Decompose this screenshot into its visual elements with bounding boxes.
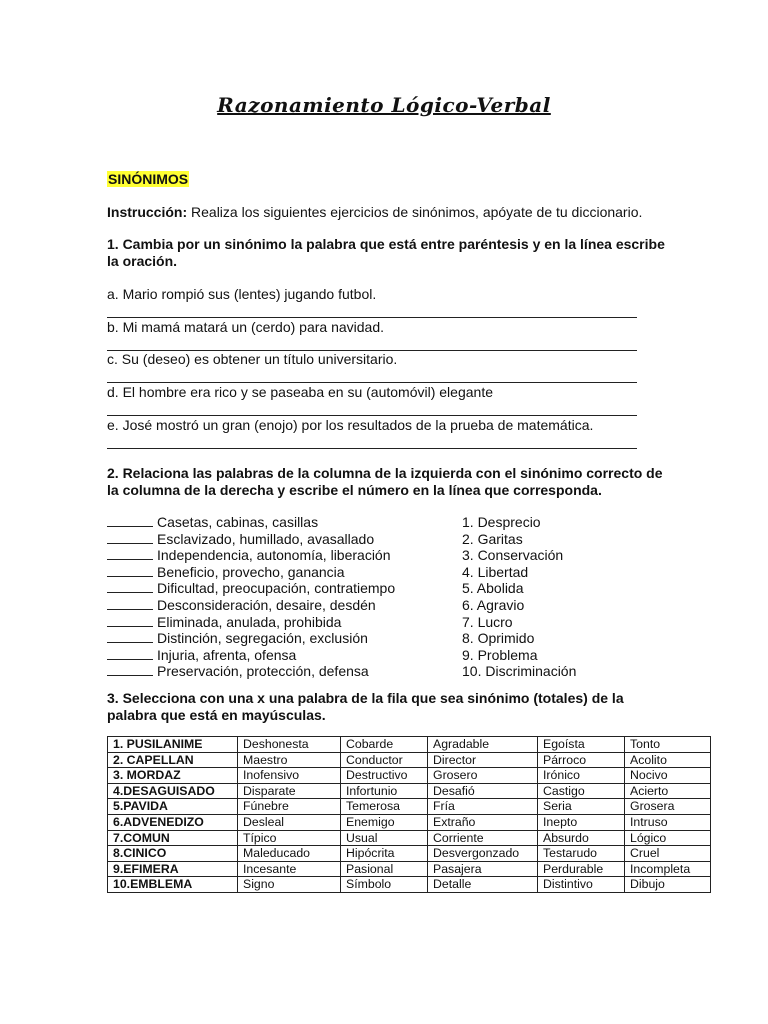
question-3-heading: 3. Selecciona con una x una palabra de la fila que sea sinónimo (totales) de la palabra que está en mayúsculas. [107,690,624,723]
target-word-cell: 4.DESAGUISADO [108,783,238,799]
match-row [107,597,395,614]
answer-line[interactable] [107,448,637,449]
instruction-text: Realiza los siguientes ejercicios de sinónimos, apóyate de tu diccionario. [187,204,643,220]
question-1-heading: 1. Cambia por un sinónimo la palabra que está entre paréntesis y en la línea escribe la oración. [107,236,665,269]
target-word-cell: 3. MORDAZ [108,768,238,784]
synonym-option-cell[interactable]: Grosero [428,768,538,784]
q1-item-b: b. Mi mamá matará un (cerdo) para navidad. [107,319,385,335]
synonym-option-cell[interactable]: Perdurable [538,861,625,877]
synonym-row [108,877,711,893]
match-answer-blank[interactable] [107,598,153,610]
match-row [107,630,395,647]
synonym-row [108,768,711,784]
synonym-option-cell[interactable]: Desafió [428,783,538,799]
answer-line[interactable] [107,382,637,383]
match-row [107,663,395,680]
synonym-option-cell[interactable]: Fúnebre [238,799,341,815]
question-2-heading: 2. Relaciona las palabras de la columna de la izquierda con el sinónimo correcto de la columna de la derecha y escribe el número en la línea que corresponda. [107,465,663,498]
synonym-option-cell[interactable]: Conductor [341,752,428,768]
synonym-row [108,846,711,862]
target-word-cell: 5.PAVIDA [108,799,238,815]
target-word-cell: 6.ADVENEDIZO [108,814,238,830]
answer-line[interactable] [107,317,637,318]
target-word-cell: 7.COMUN [108,830,238,846]
synonym-option-cell[interactable]: Desleal [238,814,341,830]
synonym-table-body [108,737,711,893]
synonym-option-cell[interactable]: Corriente [428,830,538,846]
synonym-option-cell[interactable]: Típico [238,830,341,846]
match-left-text: Distinción, segregación, exclusión [157,630,368,647]
q1-item-a: a. Mario rompió sus (lentes) jugando futbol. [107,286,377,302]
match-option: 3. Conservación [462,547,564,564]
match-row [107,514,395,531]
synonym-option-cell[interactable]: Infortunio [341,783,428,799]
synonym-option-cell[interactable]: Maestro [238,752,341,768]
synonym-option-cell[interactable]: Símbolo [341,877,428,893]
synonym-option-cell[interactable]: Absurdo [538,830,625,846]
synonym-option-cell[interactable]: Inepto [538,814,625,830]
match-left-text: Casetas, cabinas, casillas [157,514,319,530]
match-option: 6. Agravio [462,596,525,613]
q1-item-d: d. El hombre era rico y se paseaba en su (automóvil) elegante [107,384,493,400]
synonym-option-cell[interactable]: Incesante [238,861,341,877]
match-answer-blank[interactable] [107,581,153,593]
target-word-cell: 1. PUSILANIME [108,737,238,753]
synonym-option-cell[interactable]: Seria [538,799,625,815]
match-row [107,647,395,664]
synonym-option-cell[interactable]: Distintivo [538,877,625,893]
synonym-row [108,830,711,846]
match-left-text: Eliminada, anulada, prohibida [157,613,342,630]
match-option: 5. Abolida [462,580,524,597]
match-answer-blank[interactable] [107,532,153,544]
synonym-option-cell[interactable]: Acolito [625,752,711,768]
synonym-option-cell[interactable]: Signo [238,877,341,893]
synonym-option-cell[interactable]: Hipócrita [341,846,428,862]
match-option: 7. Lucro [462,613,513,630]
match-option: 10. Discriminación [462,663,577,680]
match-left-text: Beneficio, provecho, ganancia [157,563,345,580]
synonym-option-cell[interactable]: Egoísta [538,737,625,753]
match-option: 2. Garitas [462,530,523,547]
q1-item-c: c. Su (deseo) es obtener un título universitario. [107,351,398,367]
match-left-text: Independencia, autonomía, liberación [157,547,391,564]
synonym-option-cell[interactable]: Fría [428,799,538,815]
synonym-option-cell[interactable]: Cobarde [341,737,428,753]
synonym-row [108,783,711,799]
synonym-option-cell[interactable]: Acierto [625,783,711,799]
synonym-option-cell[interactable]: Castigo [538,783,625,799]
synonym-option-cell[interactable]: Director [428,752,538,768]
match-row [107,564,395,581]
match-left-text: Injuria, afrenta, ofensa [157,646,297,663]
answer-line[interactable] [107,415,637,416]
synonym-option-cell[interactable]: Cruel [625,846,711,862]
match-option: 8. Oprimido [462,630,535,647]
match-answer-blank[interactable] [107,548,153,560]
match-answer-blank[interactable] [107,664,153,676]
match-left-column [107,514,395,680]
match-answer-blank[interactable] [107,631,153,643]
match-row [107,547,395,564]
match-left-text: Desconsideración, desaire, desdén [157,596,376,613]
q1-item-e: e. José mostró un gran (enojo) por los resultados de la prueba de matemática. [107,417,594,433]
synonym-option-cell[interactable]: Extraño [428,814,538,830]
match-left-text: Preservación, protección, defensa [157,663,369,680]
match-row [107,614,395,631]
match-option: 1. Desprecio [462,514,541,530]
match-answer-blank[interactable] [107,565,153,577]
instruction-label: Instrucción: [107,204,188,220]
synonym-option-cell[interactable]: Pasional [341,861,428,877]
match-right-column [462,514,576,680]
synonym-option-cell[interactable]: Disparate [238,783,341,799]
synonym-row [108,799,711,815]
synonym-row [108,861,711,877]
synonym-option-cell[interactable]: Dibujo [625,877,711,893]
match-answer-blank[interactable] [107,615,153,627]
match-row [107,531,395,548]
target-word-cell: 10.EMBLEMA [108,877,238,893]
synonym-option-cell[interactable]: Intruso [625,814,711,830]
synonym-option-cell[interactable]: Detalle [428,877,538,893]
synonym-option-cell[interactable]: Deshonesta [238,737,341,753]
synonym-option-cell[interactable]: Enemigo [341,814,428,830]
instruction [107,204,667,221]
match-row [107,580,395,597]
match-answer-blank[interactable] [107,515,153,527]
synonym-option-cell[interactable]: Maleducado [238,846,341,862]
match-option: 4. Libertad [462,563,529,580]
page-title: Razonamiento Lógico-Verbal [217,93,551,117]
synonym-option-cell[interactable]: Irónico [538,768,625,784]
synonym-row [108,737,711,753]
section-heading: SINÓNIMOS [108,171,189,187]
synonym-option-cell[interactable]: Lógico [625,830,711,846]
synonym-option-cell[interactable]: Tonto [625,737,711,753]
target-word-cell: 9.EFIMERA [108,861,238,877]
synonym-option-cell[interactable]: Incompleta [625,861,711,877]
synonym-option-cell[interactable]: Párroco [538,752,625,768]
synonym-option-cell[interactable]: Inofensivo [238,768,341,784]
synonym-option-cell[interactable]: Grosera [625,799,711,815]
match-answer-blank[interactable] [107,648,153,660]
synonym-row [108,752,711,768]
synonym-option-cell[interactable]: Pasajera [428,861,538,877]
synonym-row [108,814,711,830]
synonym-option-cell[interactable]: Usual [341,830,428,846]
match-left-text: Esclavizado, humillado, avasallado [157,530,375,547]
match-option: 9. Problema [462,646,538,663]
match-left-text: Dificultad, preocupación, contratiempo [157,580,396,597]
synonym-option-cell[interactable]: Nocivo [625,768,711,784]
synonym-option-cell[interactable]: Agradable [428,737,538,753]
target-word-cell: 2. CAPELLAN [108,752,238,768]
synonym-option-cell[interactable]: Desvergonzado [428,846,538,862]
synonym-table [107,736,711,893]
synonym-option-cell[interactable]: Destructivo [341,768,428,784]
synonym-option-cell[interactable]: Temerosa [341,799,428,815]
target-word-cell: 8.CINICO [108,846,238,862]
synonym-option-cell[interactable]: Testarudo [538,846,625,862]
